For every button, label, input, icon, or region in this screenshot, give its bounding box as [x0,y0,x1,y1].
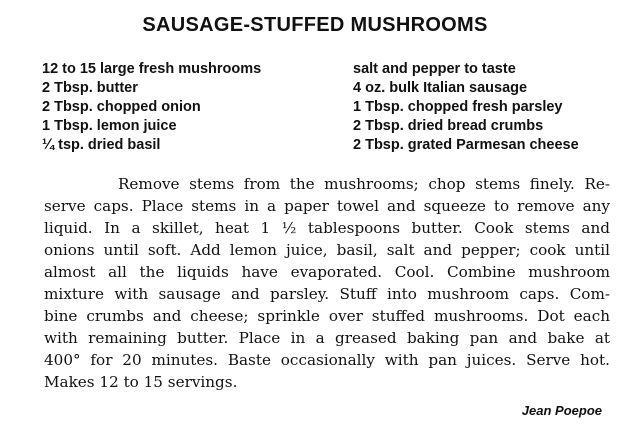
ingredient: 12 to 15 large fresh mushrooms [42,61,262,77]
directions-line: Remove stems from the mushrooms; chop stems finely. Re- [118,175,610,193]
directions-line: liquid. In a skillet, heat 1 ½ tablespoons butter. Cook stems and [44,219,610,237]
ingredient: 2 Tbsp. chopped onion [42,99,201,115]
ingredient: 2 Tbsp. grated Parmesan cheese [353,137,579,153]
directions-line: serve caps. Place stems in a paper towel and squeeze to remove any [44,197,610,215]
directions-line: Makes 12 to 15 servings. [44,373,238,391]
ingredients-left [42,60,261,155]
directions-line: with remaining butter. Place in a greased baking pan and bake at [44,329,610,347]
ingredient: 1 Tbsp. chopped fresh parsley [353,99,563,115]
directions-line: mixture with sausage and parsley. Stuff into mushroom caps. Com- [44,285,610,303]
ingredient: 2 Tbsp. dried bread crumbs [353,118,544,134]
directions-line: bine crumbs and cheese; sprinkle over stuffed mushrooms. Dot each [44,307,610,325]
ingredient: 1 Tbsp. lemon juice [42,118,177,134]
ingredient: 4 oz. bulk Italian sausage [353,80,528,96]
directions [44,173,610,393]
directions-line: onions until soft. Add lemon juice, basil, salt and pepper; cook until [44,241,610,259]
ingredient: salt and pepper to taste [353,61,516,77]
author-credit: Jean Poepoe [521,403,602,418]
ingredients-right [353,60,579,155]
directions-line: almost all the liquids have evaporated. Cool. Combine mushroom [44,263,610,281]
directions-line: 400° for 20 minutes. Baste occasionally with pan juices. Serve hot. [44,351,610,369]
ingredient: 2 Tbsp. butter [42,80,138,96]
ingredient: ¼ tsp. dried basil [42,137,161,153]
recipe-title: SAUSAGE-STUFFED MUSHROOMS [142,14,488,36]
